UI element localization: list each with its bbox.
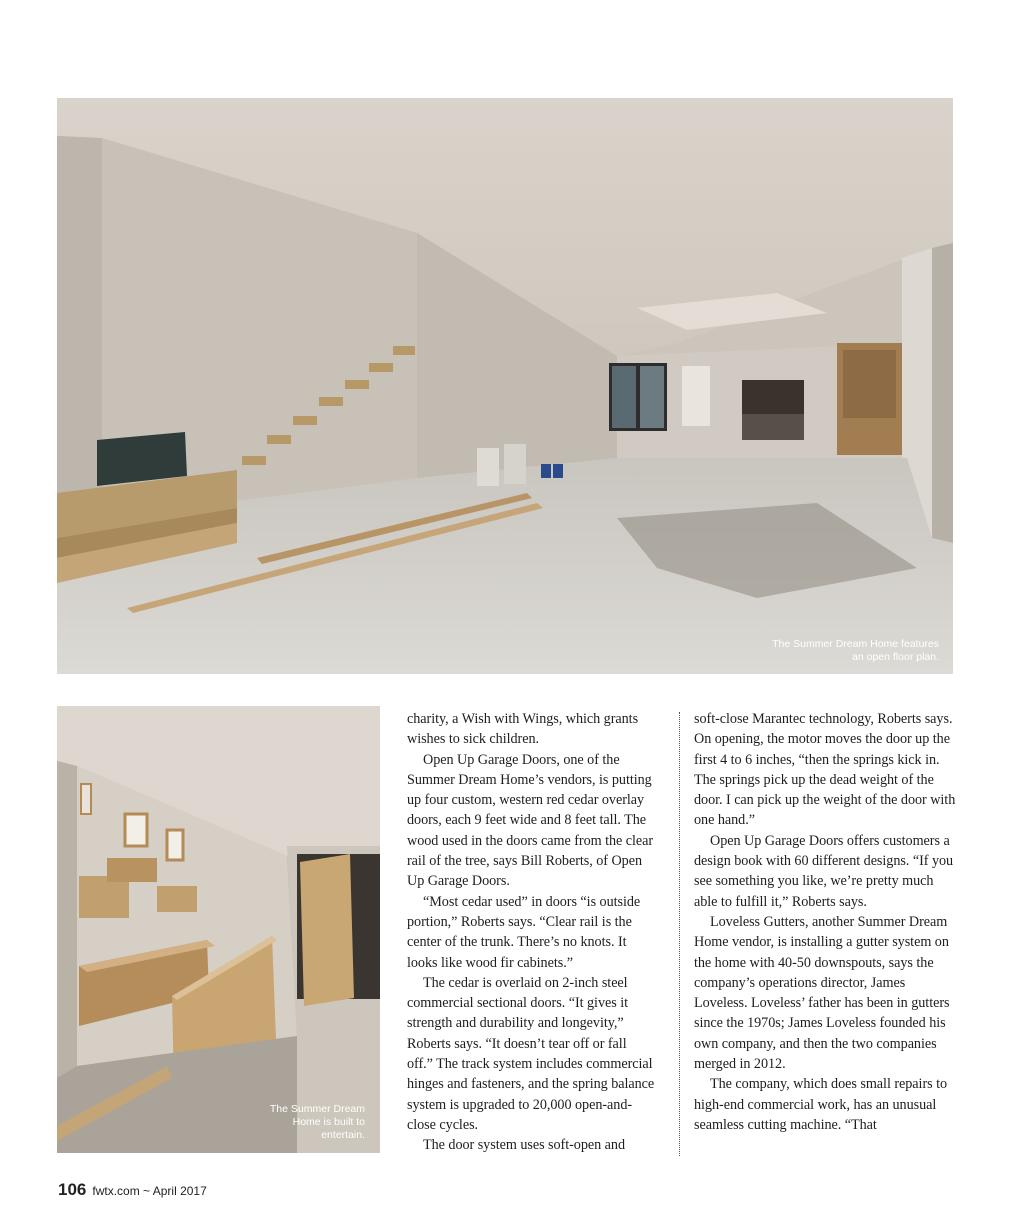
paragraph: The company, which does small repairs to high-end commercial work, has an unusual seamless cutting machine. “That <box>694 1076 948 1133</box>
page-footer <box>58 1180 207 1200</box>
paragraph: soft-close Marantec technology, Roberts says. On opening, the motor moves the door up the first 4 to 6 inches, “then the springs kick in. The springs pick up the dead weight of the door. I can pick up the weight of the door with one hand.” <box>694 711 956 829</box>
main-photo <box>57 98 953 674</box>
caption-line: an open floor plan. <box>852 651 939 663</box>
main-photo-caption <box>772 638 939 664</box>
kitchen-photo <box>57 706 380 1153</box>
paragraph: The cedar is overlaid on 2-inch steel commercial sectional doors. “It gives it strength and durability and longevity,” Roberts says. “It doesn’t tear off or fall off.” The track system includes commercial hinges and fasteners, and the spring balance system is upgraded to 20,000 open-and-close cycles. <box>407 974 655 1133</box>
paragraph: charity, a Wish with Wings, which grants wishes to sick children. <box>407 711 639 748</box>
paragraph: The door system uses soft-open and <box>423 1137 626 1154</box>
kitchen-construction-illustration <box>57 706 380 1153</box>
open-floor-plan-illustration <box>57 98 953 674</box>
article-column-2 <box>694 709 956 1135</box>
publication-line: fwtx.com ~ April 2017 <box>92 1184 207 1198</box>
caption-line: entertain. <box>321 1129 365 1141</box>
paragraph: Loveless Gutters, another Summer Dream Home vendor, is installing a gutter system on the home with 40-50 downspouts, says the company’s operations director, James Loveless. Loveless’ father has been in gutters since the 1970s; James Loveless founded his own company, and then the two companies merged in 2012. <box>694 913 950 1073</box>
page-number: 106 <box>58 1180 87 1199</box>
paragraph: Open Up Garage Doors offers customers a design book with 60 different designs. “If you see something you like, we’re pretty much able to fulfill it,” Roberts says. <box>694 832 954 910</box>
caption-line: Home is built to <box>292 1116 365 1128</box>
paragraph: “Most cedar used” in doors “is outside portion,” Roberts says. “Clear rail is the center of the trunk. There’s no knots. It looks like wood fir cabinets.” <box>407 893 641 971</box>
caption-line: The Summer Dream Home features <box>772 638 939 650</box>
column-divider <box>679 712 680 1156</box>
article-column-1 <box>407 709 655 1156</box>
caption-line: The Summer Dream <box>269 1103 365 1115</box>
kitchen-photo-caption <box>270 1103 365 1142</box>
paragraph: Open Up Garage Doors, one of the Summer Dream Home’s vendors, is putting up four custom, western red cedar overlay doors, each 9 feet wide and 8 feet tall. The wood used in the doors came from the clear rail of the tree, says Bill Roberts, of Open Up Garage Doors. <box>407 751 654 890</box>
